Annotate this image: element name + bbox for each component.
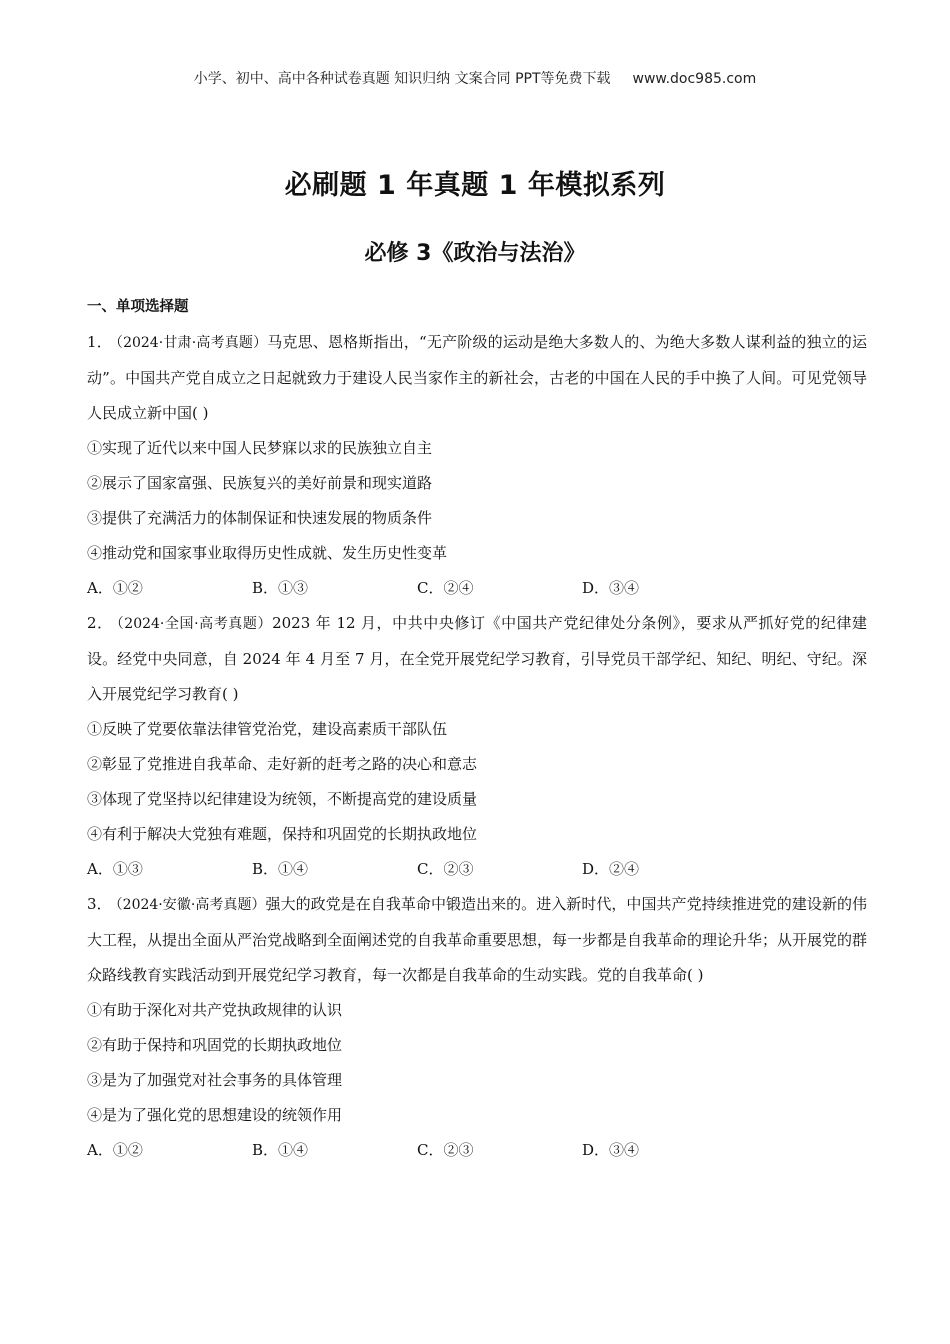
question-number: 3． — [87, 895, 112, 913]
answer-choices — [87, 571, 867, 606]
choice-b: B．①④ — [252, 1141, 309, 1159]
document-body — [87, 293, 867, 1168]
document-subtitle: 必修 3《政治与法治》 — [364, 241, 586, 266]
choice-c: C．②④ — [417, 579, 474, 597]
choice-c: C．②③ — [417, 1141, 474, 1159]
section-title: 一、单项选择题 — [87, 299, 189, 315]
choice-a: A．①② — [87, 579, 143, 597]
question-stem — [87, 606, 867, 712]
question-stem — [87, 325, 867, 431]
question-stem — [87, 887, 867, 993]
page-header — [0, 68, 950, 88]
choice-d: D．②④ — [582, 860, 640, 878]
statement-option: ④推动党和国家事业取得历史性成就、发生历史性变革 — [87, 544, 448, 562]
choice-d: D．③④ — [582, 1141, 640, 1159]
question-text: 马克思、恩格斯指出，“无产阶级的运动是绝大多数人的、为绝大多数人谋利益的独立的运动”。中国共产党自成立之日起就致力于建设人民当家作主的新社会，古老的中国在人民的手中换了人间。可见党领导人民成立新中国( ) — [87, 333, 867, 422]
answer-choices — [87, 1133, 867, 1168]
statement-option: ④是为了强化党的思想建设的统领作用 — [87, 1106, 343, 1124]
choice-a: A．①② — [87, 1141, 143, 1159]
question-2 — [87, 606, 867, 887]
statement-option: ③是为了加强党对社会事务的具体管理 — [87, 1071, 343, 1089]
question-number: 2． — [87, 614, 113, 632]
statement-option: ③体现了党坚持以纪律建设为统领，不断提高党的建设质量 — [87, 790, 478, 808]
choice-b: B．①③ — [252, 579, 309, 597]
choice-a: A．①③ — [87, 860, 143, 878]
statement-option: ④有利于解决大党独有难题，保持和巩固党的长期执政地位 — [87, 825, 478, 843]
statement-option: ③提供了充满活力的体制保证和快速发展的物质条件 — [87, 509, 433, 527]
statement-option: ②展示了国家富强、民族复兴的美好前景和现实道路 — [87, 474, 433, 492]
statement-option: ②有助于保持和巩固党的长期执政地位 — [87, 1036, 343, 1054]
choice-c: C．②③ — [417, 860, 474, 878]
question-source: （2024·全国·高考真题） — [116, 616, 273, 632]
document-title: 必刷题 1 年真题 1 年模拟系列 — [284, 170, 666, 201]
statement-option: ①实现了近代以来中国人民梦寐以求的民族独立自主 — [87, 439, 433, 457]
statement-option: ①反映了党要依靠法律管党治党，建设高素质干部队伍 — [87, 720, 448, 738]
question-text: 强大的政党是在自我革命中锻造出来的。进入新时代，中国共产党持续推进党的建设新的伟大工程，从提出全面从严治党战略到全面阐述党的自我革命重要思想，每一步都是自我革命的理论升华；从开展党的群众路线教育实践活动到开展党纪学习教育，每一次都是自我革命的生动实践。党的自我革命( ) — [87, 895, 868, 984]
question-source: （2024·甘肃·高考真题） — [115, 335, 268, 351]
statement-option: ①有助于深化对共产党执政规律的认识 — [87, 1001, 343, 1019]
question-text: 2023 年 12 月，中共中央修订《中国共产党纪律处分条例》，要求从严抓好党的纪律建设。经党中央同意，自 2024 年 4 月至 7 月，在全党开展党纪学习教育，引导党员干部学纪、知纪、明纪、守纪。深入开展党纪学习教育( ) — [87, 614, 868, 703]
question-3 — [87, 887, 867, 1168]
question-source: （2024·安徽·高考真题） — [115, 897, 266, 913]
answer-choices — [87, 852, 867, 887]
statement-option: ②彰显了党推进自我革命、走好新的赶考之路的决心和意志 — [87, 755, 478, 773]
choice-d: D．③④ — [582, 579, 640, 597]
question-number: 1． — [87, 333, 112, 351]
header-site: www.doc985.com — [632, 71, 757, 87]
choice-b: B．①④ — [252, 860, 309, 878]
question-1 — [87, 325, 867, 606]
header-text: 小学、初中、高中各种试卷真题 知识归纳 文案合同 PPT等免费下载 — [193, 71, 611, 87]
